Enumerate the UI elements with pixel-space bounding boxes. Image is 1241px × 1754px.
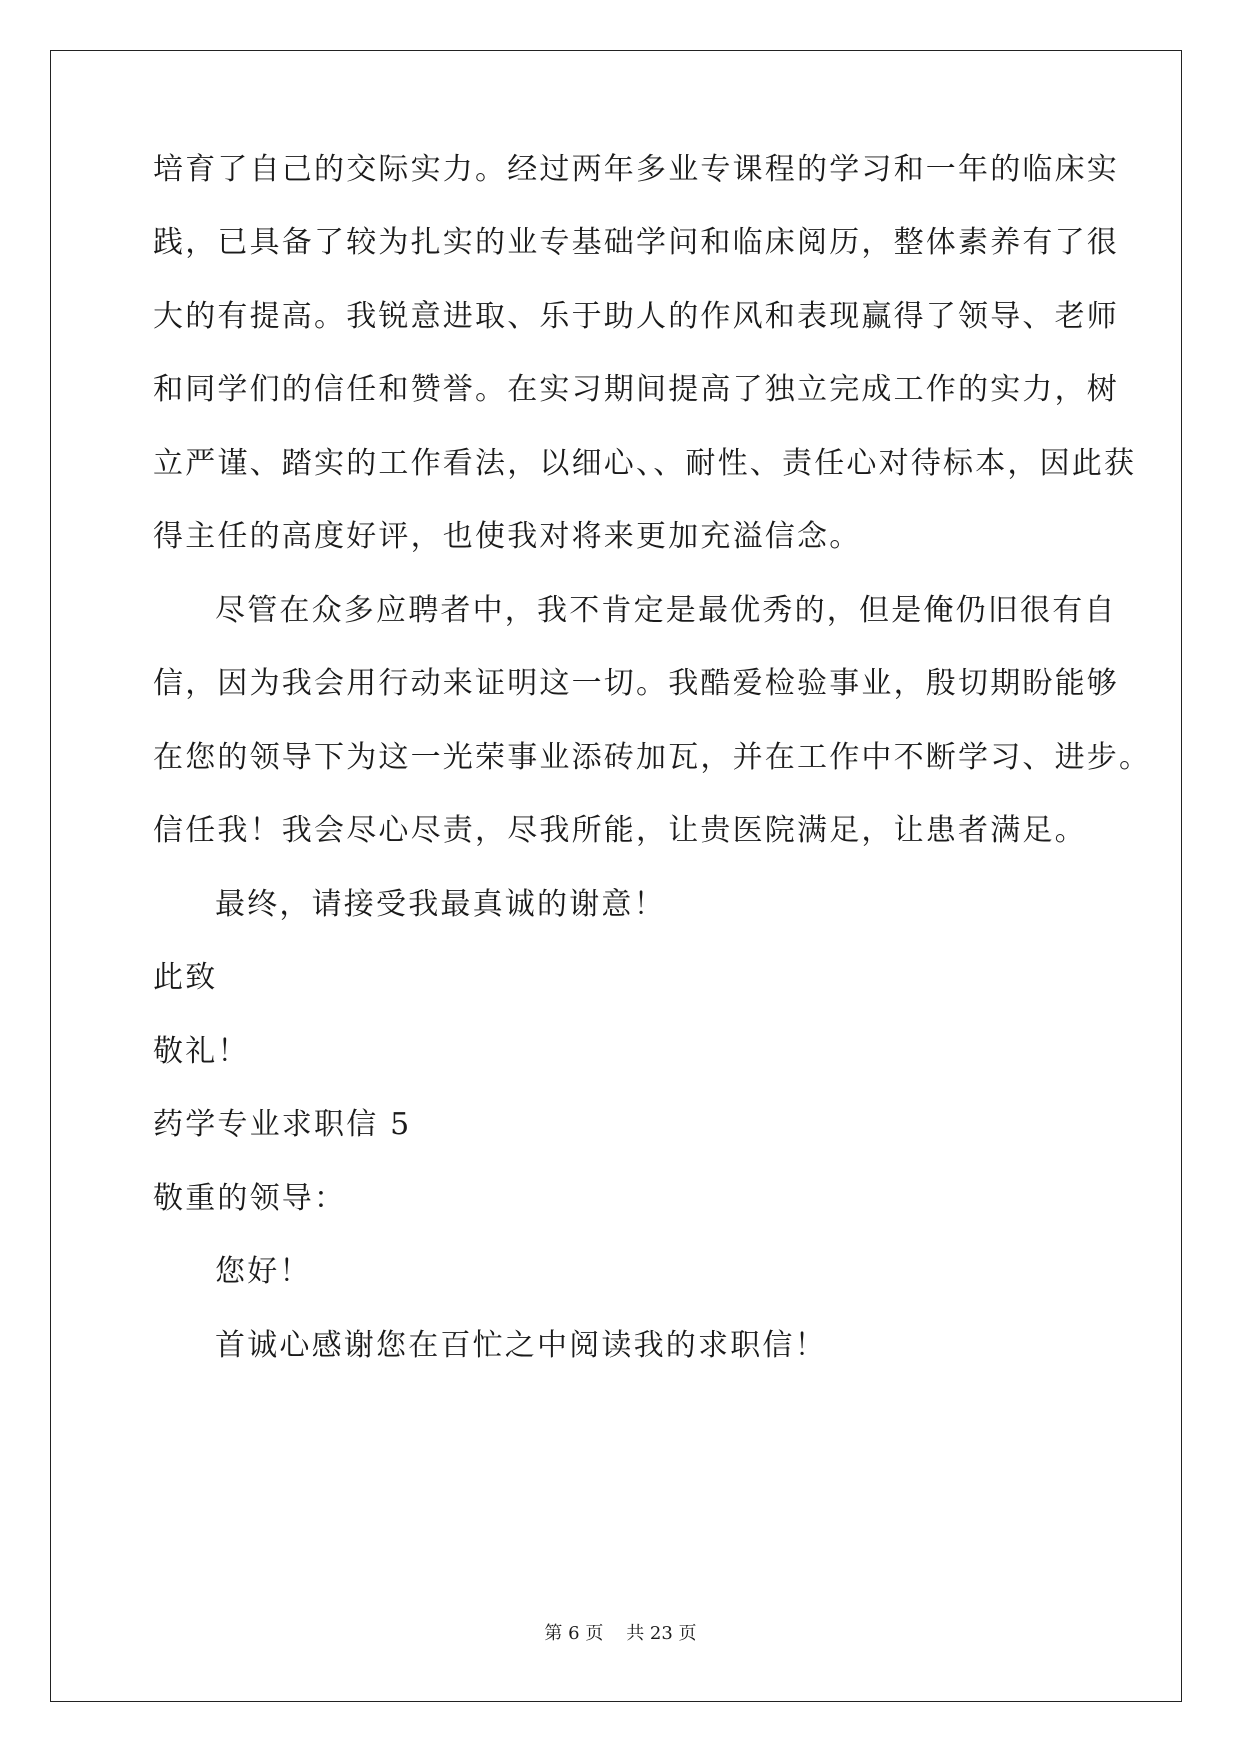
body-line: 践，已具备了较为扎实的业专基础学问和临床阅历，整体素养有了很 [153,225,1119,260]
body-line: 立严谨、踏实的工作看法，以细心、、耐性、责任心对待标本，因此获 [153,446,1137,481]
body-line: 培育了自己的交际实力。经过两年多业专课程的学习和一年的临床实 [153,152,1119,187]
closing-thanks: 最终，请接受我最真诚的谢意！ [215,887,666,922]
salutation-cizhi: 此致 [153,960,218,995]
body-line: 信任我！我会尽心尽责，尽我所能，让贵医院满足，让患者满足。 [153,813,1087,848]
body-line: 得主任的高度好评，也使我对将来更加充溢信念。 [153,519,862,554]
body-line: 大的有提高。我锐意进取、乐于助人的作风和表现赢得了领导、老师 [153,299,1119,334]
body-line: 在您的领导下为这一光荣事业添砖加瓦，并在工作中不断学习、进步。 [153,740,1152,775]
body-line: 和同学们的信任和赞誉。在实习期间提高了独立完成工作的实力，树 [153,372,1119,407]
letter-hello: 您好！ [215,1254,312,1289]
salutation-jingli: 敬礼！ [153,1034,250,1069]
letter-greeting: 敬重的领导： [153,1181,347,1216]
body-line: 首诚心感谢您在百忙之中阅读我的求职信！ [215,1328,827,1363]
page-number-footer: 第 6 页 共 23 页 [544,1623,697,1644]
body-line: 尽管在众多应聘者中，我不肯定是最优秀的，但是俺仍旧很有自 [215,593,1117,628]
body-line: 信，因为我会用行动来证明这一切。我酷爱检验事业，殷切期盼能够 [153,666,1119,701]
section-heading: 药学专业求职信 5 [153,1107,412,1142]
